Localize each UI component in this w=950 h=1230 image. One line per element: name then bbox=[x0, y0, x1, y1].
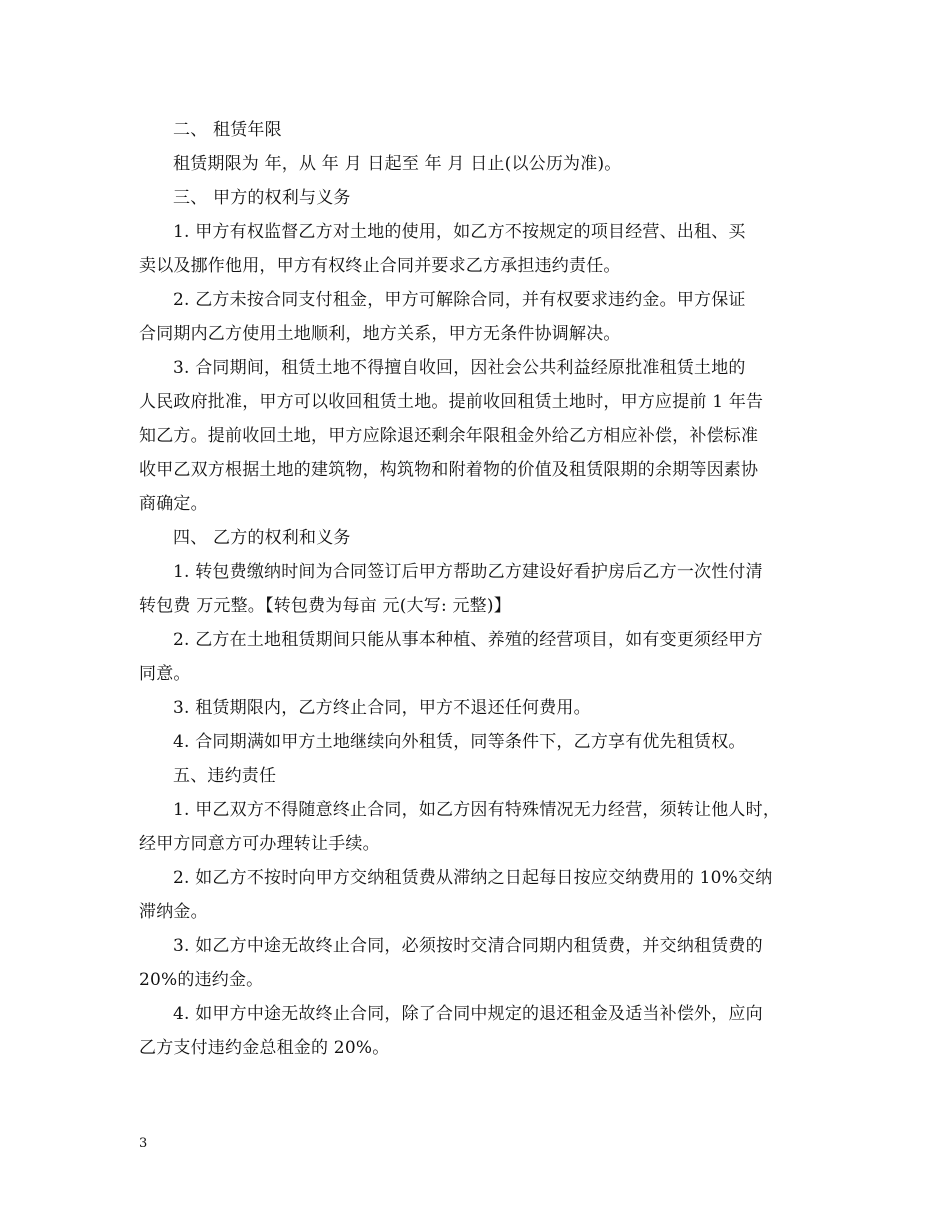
text-line: 2. 如乙方不按时向甲方交纳租赁费从滞纳之日起每日按应交纳费用的 10%交纳 bbox=[173, 868, 773, 888]
text-line: 2. 乙方未按合同支付租金，甲方可解除合同，并有权要求违约金。甲方保证 bbox=[173, 290, 746, 310]
document-body bbox=[139, 113, 819, 1065]
text-line: 卖以及挪作他用，甲方有权终止合同并要求乙方承担违约责任。 bbox=[139, 256, 621, 276]
text-line: 三、 甲方的权利与义务 bbox=[173, 188, 351, 208]
text-line: 二、 租赁年限 bbox=[173, 120, 282, 140]
text-line: 商确定。 bbox=[139, 494, 208, 514]
text-line: 收甲乙双方根据土地的建筑物，构筑物和附着物的价值及租赁限期的余期等因素协 bbox=[139, 460, 759, 480]
text-line: 合同期内乙方使用土地顺利，地方关系，甲方无条件协调解决。 bbox=[139, 324, 621, 344]
text-line: 滞纳金。 bbox=[139, 902, 208, 922]
text-line: 3. 如乙方中途无故终止合同，必须按时交清合同期内租赁费，并交纳租赁费的 bbox=[173, 936, 763, 956]
text-line: 五、违约责任 bbox=[173, 766, 277, 786]
text-line: 四、 乙方的权利和义务 bbox=[173, 528, 351, 548]
page-number: 3 bbox=[139, 1136, 148, 1151]
text-line: 同意。 bbox=[139, 664, 191, 684]
text-line: 租赁期限为 年，从 年 月 日起至 年 月 日止(以公历为准)。 bbox=[173, 154, 622, 174]
text-line: 4. 合同期满如甲方土地继续向外租赁，同等条件下，乙方享有优先租赁权。 bbox=[173, 732, 746, 752]
text-line: 人民政府批准，甲方可以收回租赁土地。提前收回租赁土地时，甲方应提前 1 年告 bbox=[139, 392, 764, 412]
text-line: 经甲方同意方可办理转让手续。 bbox=[139, 834, 380, 854]
text-line: 1. 甲乙双方不得随意终止合同，如乙方因有特殊情况无力经营，须转让他人时， bbox=[173, 800, 781, 820]
text-line: 4. 如甲方中途无故终止合同，除了合同中规定的退还租金及适当补偿外，应向 bbox=[173, 1004, 763, 1024]
text-line: 知乙方。提前收回土地，甲方应除退还剩余年限租金外给乙方相应补偿，补偿标准 bbox=[139, 426, 759, 446]
text-line: 转包费 万元整。【转包费为每亩 元(大写: 元整)】 bbox=[139, 596, 511, 616]
text-line: 20%的违约金。 bbox=[139, 970, 264, 990]
text-line: 2. 乙方在土地租赁期间只能从事本种植、养殖的经营项目，如有变更须经甲方 bbox=[173, 630, 763, 650]
text-line: 1. 甲方有权监督乙方对土地的使用，如乙方不按规定的项目经营、出租、买 bbox=[173, 222, 746, 242]
text-line: 3. 合同期间，租赁土地不得擅自收回，因社会公共利益经原批准租赁土地的 bbox=[173, 358, 746, 378]
text-line: 3. 租赁期限内，乙方终止合同，甲方不退还任何费用。 bbox=[173, 698, 591, 718]
text-line: 1. 转包费缴纳时间为合同签订后甲方帮助乙方建设好看护房后乙方一次性付清 bbox=[173, 562, 763, 582]
text-line: 乙方支付违约金总租金的 20%。 bbox=[139, 1038, 390, 1058]
